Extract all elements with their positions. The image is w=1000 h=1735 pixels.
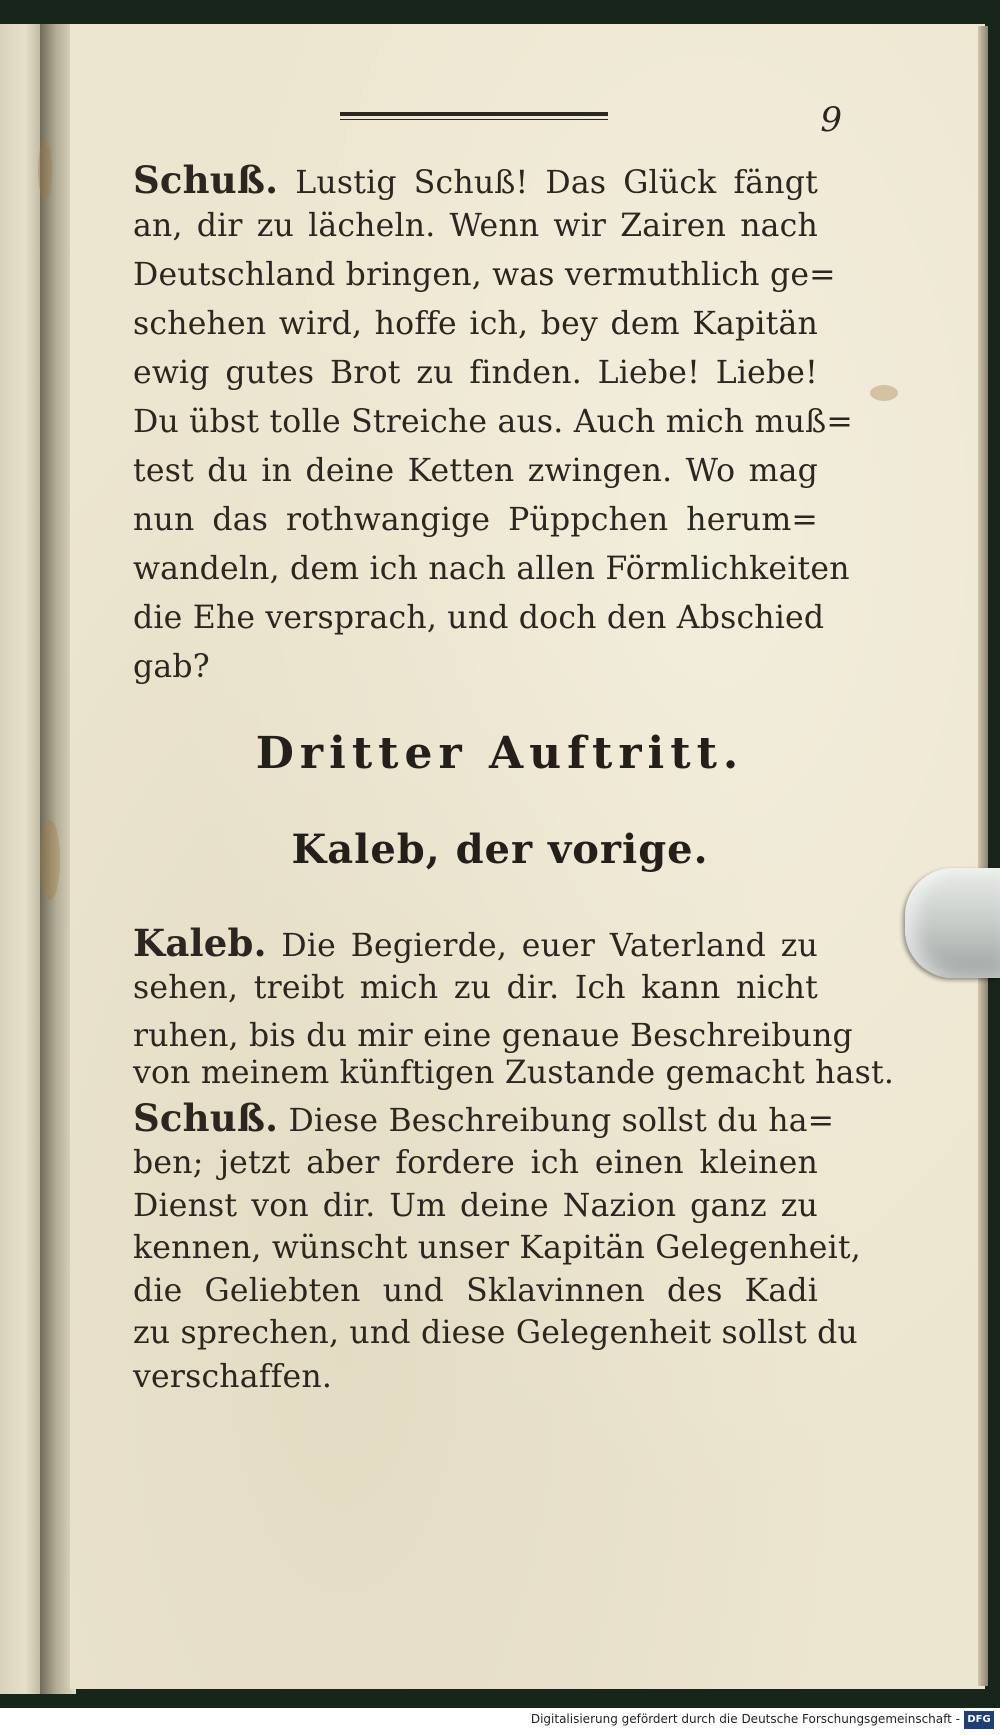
text-line: an, dir zu lächeln. Wenn wir Zairen nach	[133, 208, 818, 244]
text-line: ewig gutes Brot zu finden. Liebe! Liebe!	[133, 355, 818, 391]
dfg-logo: DFG	[964, 1711, 994, 1729]
text-line: Schuß. Diese Beschreibung sollst du ha=	[133, 1096, 835, 1140]
text-line: nun das rothwangige Püppchen herum=	[133, 502, 818, 538]
stain-mark	[870, 385, 898, 401]
text-line: schehen wird, hoffe ich, bey dem Kapitän	[133, 306, 818, 342]
scene-characters: Kaleb, der vorige.	[291, 826, 709, 873]
page-number: 9	[820, 100, 842, 140]
text-line: die Geliebten und Sklavinnen des Kadi	[133, 1273, 818, 1309]
header-rule	[340, 112, 608, 120]
text-line: zu sprechen, und diese Gelegenheit sollst du	[133, 1315, 858, 1351]
text-line: verschaffen.	[133, 1359, 333, 1395]
text-line: wandeln, dem ich nach allen Förmlichkeiten	[133, 551, 850, 587]
text-line: von meinem künftigen Zustande gemacht hast.	[133, 1055, 895, 1091]
text-line: Deutschland bringen, was vermuthlich ge=	[133, 257, 836, 293]
speaker-name: Schuß.	[133, 1096, 279, 1140]
text-line: kennen, wünscht unser Kapitän Gelegenheit,	[133, 1230, 861, 1266]
text-line: sehen, treibt mich zu dir. Ich kann nicht	[133, 970, 818, 1006]
text-line: ben; jetzt aber fordere ich einen kleinen	[133, 1145, 818, 1181]
speaker-name: Schuß.	[133, 158, 279, 202]
speaker-name: Kaleb.	[133, 921, 267, 965]
text-line: Dienst von dir. Um deine Nazion ganz zu	[133, 1188, 818, 1224]
text-line: die Ehe versprach, und doch den Abschied	[133, 600, 825, 636]
text-line: ruhen, bis du mir eine genaue Beschreibung	[133, 1018, 853, 1054]
page-clip	[905, 868, 1000, 978]
text-line: Kaleb. Die Begierde, euer Vaterland zu	[133, 921, 818, 965]
stain-mark	[38, 140, 52, 200]
text-line: Schuß. Lustig Schuß! Das Glück fängt	[133, 158, 818, 202]
text-line: Du übst tolle Streiche aus. Auch mich muß=	[133, 404, 853, 440]
digitization-credit: Digitalisierung gefördert durch die Deutsche Forschungsgemeinschaft -	[530, 1712, 960, 1726]
text-line: gab?	[133, 649, 210, 685]
scene-title: Dritter Auftritt.	[255, 728, 745, 779]
text-line: test du in deine Ketten zwingen. Wo mag	[133, 453, 818, 489]
